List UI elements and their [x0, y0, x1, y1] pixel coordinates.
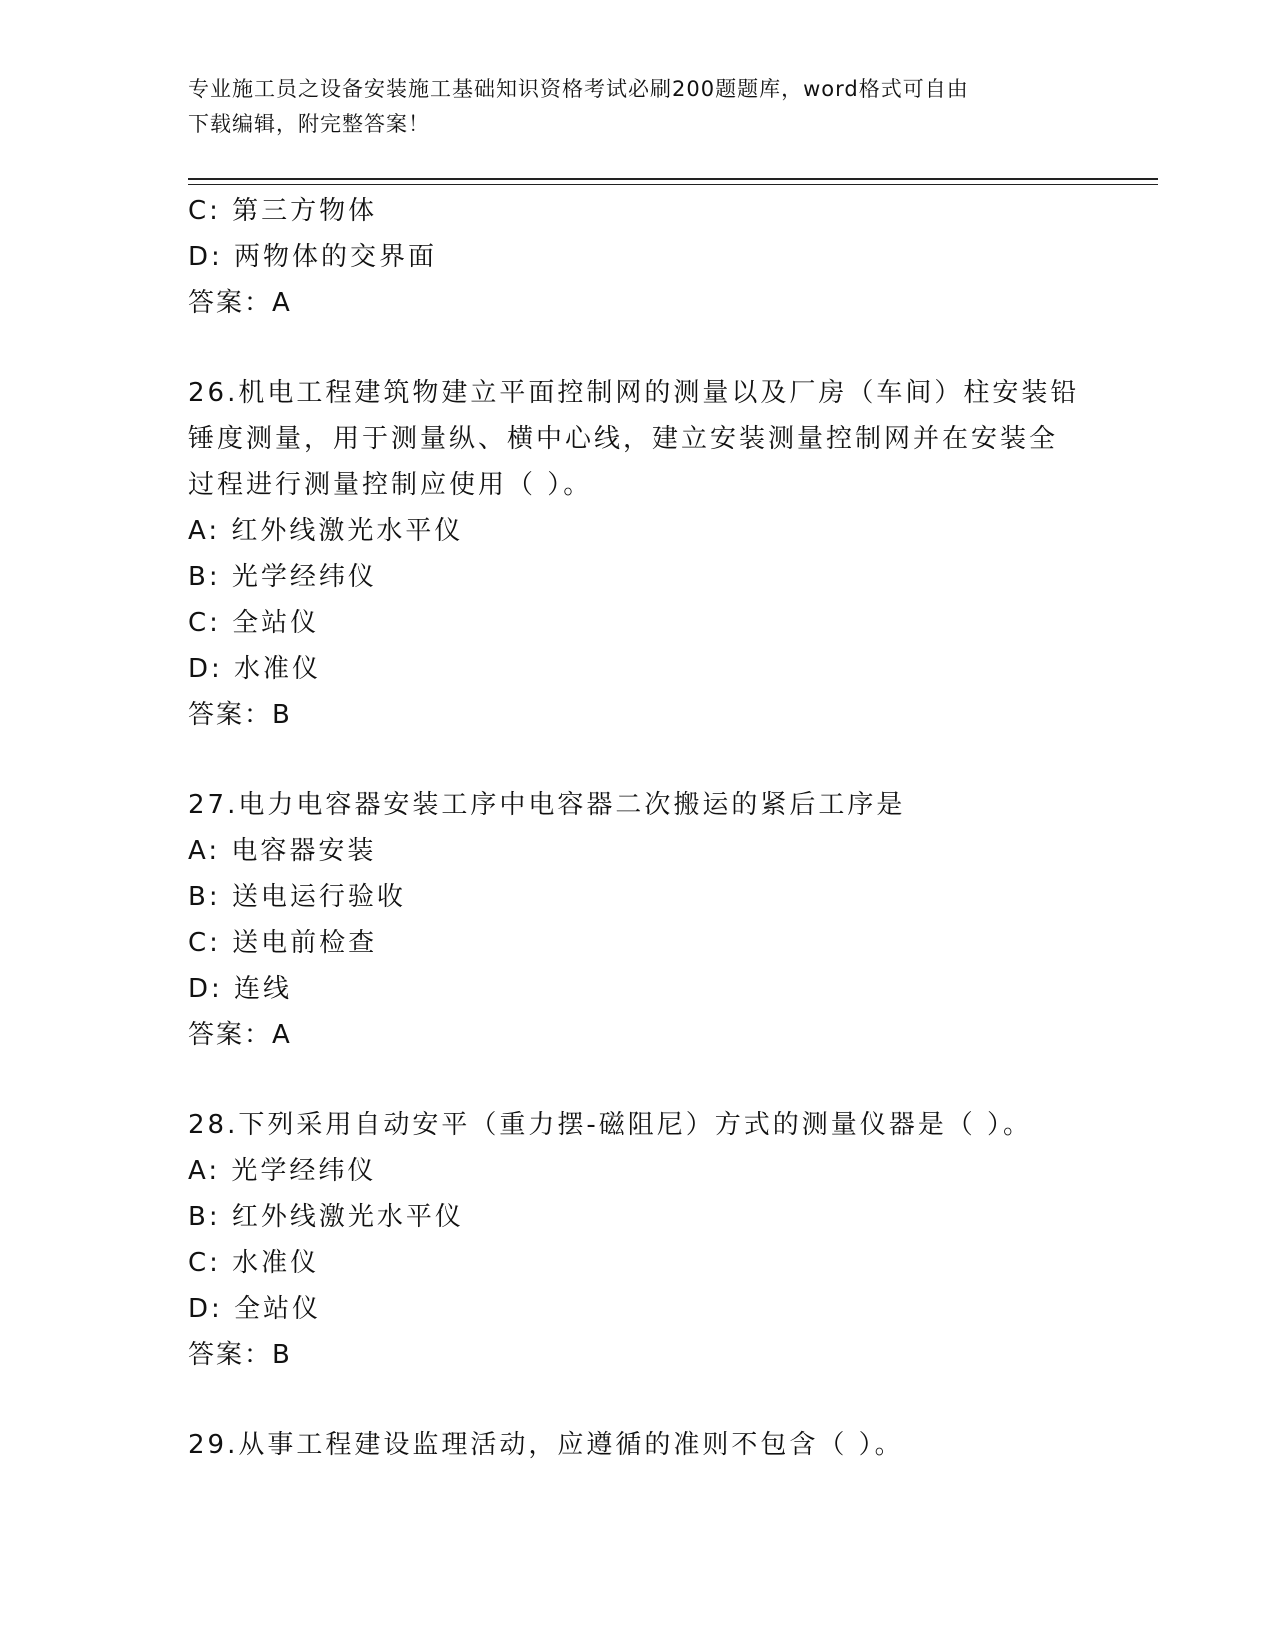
- spacer: [188, 1058, 1088, 1102]
- option-c: C: 水准仪: [188, 1248, 320, 1278]
- option-c: C: 送电前检查: [188, 928, 378, 958]
- answer: 答案：B: [188, 1340, 292, 1370]
- option-c: C: 全站仪: [188, 608, 320, 638]
- header-divider-thick: [188, 178, 1158, 180]
- question-text-line-3: 过程进行测量控制应使用（ ）。: [188, 470, 593, 500]
- option-c: C: 第三方物体: [188, 196, 378, 226]
- question-28: [188, 1102, 1088, 1378]
- option-d: D: 连线: [188, 974, 293, 1004]
- question-text-line-1: 26.机电工程建筑物建立平面控制网的测量以及厂房（车间）柱安装铅: [188, 378, 1080, 408]
- option-b: B: 送电运行验收: [188, 882, 406, 912]
- answer: 答案：B: [188, 700, 292, 730]
- answer: 答案：A: [188, 1020, 292, 1050]
- question-27: [188, 782, 1088, 1058]
- option-d: D: 两物体的交界面: [188, 242, 438, 272]
- question-text-line-1: 27.电力电容器安装工序中电容器二次搬运的紧后工序是: [188, 790, 906, 820]
- header-divider-thin: [188, 184, 1158, 185]
- header-title-line-2: 下载编辑，附完整答案！: [188, 112, 430, 136]
- spacer: [188, 326, 1088, 370]
- option-a: A: 光学经纬仪: [188, 1156, 377, 1186]
- header-title-line-1: 专业施工员之设备安装施工基础知识资格考试必刷200题题库，word格式可自由: [188, 77, 969, 101]
- question-29: [188, 1422, 1088, 1468]
- option-d: D: 水准仪: [188, 654, 322, 684]
- option-a: A: 电容器安装: [188, 836, 377, 866]
- option-b: B: 红外线激光水平仪: [188, 1202, 464, 1232]
- question-content: [188, 188, 1088, 1468]
- option-d: D: 全站仪: [188, 1294, 322, 1324]
- spacer: [188, 738, 1088, 782]
- question-text-line-2: 锤度测量，用于测量纵、横中心线，建立安装测量控制网并在安装全: [188, 424, 1059, 454]
- question-text-line-1: 29.从事工程建设监理活动，应遵循的准则不包含（ ）。: [188, 1430, 904, 1460]
- option-b: B: 光学经纬仪: [188, 562, 377, 592]
- question-25-tail: [188, 188, 1088, 326]
- spacer: [188, 1378, 1088, 1422]
- question-26: [188, 370, 1088, 738]
- option-a: A: 红外线激光水平仪: [188, 516, 464, 546]
- question-text-line-1: 28.下列采用自动安平（重力摆-磁阻尼）方式的测量仪器是（ ）。: [188, 1110, 1032, 1140]
- answer: 答案：A: [188, 288, 292, 318]
- document-header: [188, 72, 1088, 142]
